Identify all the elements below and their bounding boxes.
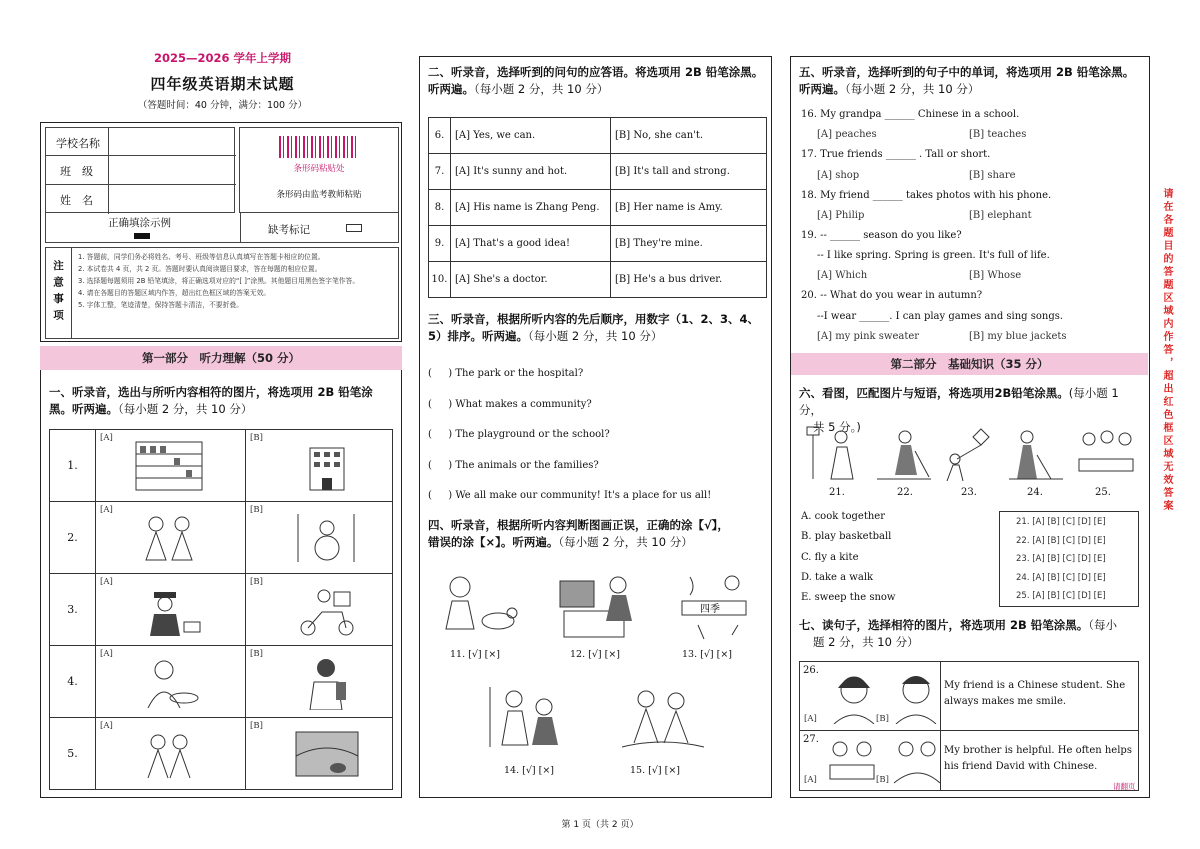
term-label: 2025—2026 学年上学期 xyxy=(153,51,292,65)
correct-fill-label: 正确填涂示例 xyxy=(108,217,171,229)
exam-info: （答题时间：40 分钟，满分：100 分） xyxy=(137,100,308,111)
option-a[interactable]: [A] She's a doctor. xyxy=(451,262,611,298)
option-b-label: [B] xyxy=(876,775,889,785)
order-item[interactable]: ( ) What makes a community? xyxy=(428,398,592,410)
note-item: 3. 选择题每题须用 2B 铅笔填涂，将正确选项对应的“[ ]”涂黑。其他题目用黑色签字笔作答。 xyxy=(78,277,360,285)
s2-points: （每小题 2 分，共 10 分） xyxy=(474,82,609,96)
s5-question: 17. True friends ______ . Tall or short. xyxy=(801,149,991,161)
nurse-boy-picture xyxy=(482,683,572,753)
note-item: 1. 答题前，同学们务必将姓名、考号、班级等信息认真填写在答题卡相应的位置。 xyxy=(78,253,325,261)
s1-table xyxy=(49,429,393,790)
s2-num: 9. xyxy=(429,226,451,262)
page-footer: 第 1 页（共 2 页） xyxy=(561,820,639,830)
s3-title: 三、听录音，根据所听内容的先后顺序，用数字（1、2、3、4、 xyxy=(428,312,760,326)
phrase-item: C. fly a kite xyxy=(801,551,859,563)
s5-title: 五、听录音，选择听到的句子中的单词，将选项用 2B 铅笔涂黑。 xyxy=(799,65,1135,79)
s5-line2: 听两遍。 xyxy=(799,82,845,96)
barcode-icon xyxy=(279,136,359,158)
option-b-label: [B] xyxy=(250,505,263,515)
option-b-label: [B] xyxy=(250,433,263,443)
s2-num: 8. xyxy=(429,190,451,226)
school-label: 学校名称 xyxy=(56,137,100,150)
s2-num: 7. xyxy=(429,154,451,190)
notes-label: 注意事项 xyxy=(46,248,72,338)
option-a-label: [A] xyxy=(100,433,113,443)
s6-points: (每小题 1 分， xyxy=(799,386,1119,417)
barcode-area xyxy=(239,127,399,213)
part1-header: 第一部分 听力理解（50 分） xyxy=(40,346,402,370)
side-note: 请在各题目的答题区域内作答，超出红色框区域无效答案 xyxy=(1161,188,1172,513)
option-b[interactable]: [B] share xyxy=(969,169,1016,181)
answer-row[interactable]: 25. [A] [B] [C] [D] [E] xyxy=(1016,591,1106,601)
s4-points: （每小题 2 分，共 10 分） xyxy=(558,535,693,549)
judge-item[interactable]: 14. [√] [×] xyxy=(504,765,554,776)
phrase-item: E. sweep the snow xyxy=(801,592,896,604)
turn-over-label: 请翻页 xyxy=(1113,782,1136,791)
info-box xyxy=(40,122,402,342)
phrase-item: D. take a walk xyxy=(801,571,874,583)
kids-garden-picture xyxy=(618,683,708,753)
s2-title: 二、听录音，选择听到的问句的应答语。将选项用 2B 铅笔涂黑。 xyxy=(428,65,764,79)
option-a-label: [A] xyxy=(804,775,817,785)
s5-points: （每小题 2 分，共 10 分） xyxy=(845,82,980,96)
option-b[interactable]: [B] Her name is Amy. xyxy=(611,190,767,226)
option-b[interactable]: [B] teaches xyxy=(969,129,1027,141)
option-a-label: [A] xyxy=(100,577,113,587)
option-a[interactable]: [A] peaches xyxy=(817,129,877,141)
option-a[interactable]: [A] Yes, we can. xyxy=(451,118,611,154)
cook-together-picture xyxy=(1075,425,1137,481)
option-a-label: [A] xyxy=(804,714,817,724)
right-column xyxy=(790,56,1150,798)
kite-picture xyxy=(941,425,999,481)
boy-portrait-picture[interactable] xyxy=(886,666,946,724)
note-item: 2. 本试卷共 4 页，共 2 页。答题时要认真阅读题目要求，答在每题的相应位置。 xyxy=(78,265,322,273)
option-a[interactable]: [A] shop xyxy=(817,169,860,181)
judge-item[interactable]: 11. [√] [×] xyxy=(450,649,500,660)
s1-points: （每小题 2 分，共 10 分） xyxy=(118,402,253,416)
basketball-picture xyxy=(803,425,861,481)
pic-num: 24. xyxy=(1027,487,1043,498)
option-a[interactable]: [A] Philip xyxy=(817,209,865,221)
option-b[interactable]: [B] elephant xyxy=(969,209,1032,221)
woman-cooking-picture[interactable] xyxy=(134,654,204,710)
s2-line2: 听两遍。 xyxy=(428,82,474,96)
option-b-label: [B] xyxy=(876,714,889,724)
option-b[interactable]: [B] No, she can't. xyxy=(611,118,767,154)
option-a[interactable]: [A] my pink sweater xyxy=(817,331,920,343)
s2-table xyxy=(428,117,767,298)
snowman-picture[interactable] xyxy=(292,510,362,566)
snow-sweep-picture xyxy=(875,425,933,481)
man-backpack-picture[interactable] xyxy=(292,654,362,710)
s1-num: 5. xyxy=(50,718,96,790)
option-a[interactable]: [A] His name is Zhang Peng. xyxy=(451,190,611,226)
option-a-label: [A] xyxy=(100,505,113,515)
s5-question: 16. My grandpa ______ Chinese in a school. xyxy=(801,109,1020,120)
seasons-picture xyxy=(678,571,750,643)
answer-row[interactable]: 21. [A] [B] [C] [D] [E] xyxy=(1016,517,1106,527)
answer-row[interactable]: 22. [A] [B] [C] [D] [E] xyxy=(1016,535,1106,546)
pic-num: 21. xyxy=(829,487,845,498)
computer-man-picture xyxy=(556,571,646,643)
option-a[interactable]: [A] Which xyxy=(817,270,868,282)
kids-winter-picture[interactable] xyxy=(134,510,204,566)
order-item[interactable]: ( ) The park or the hospital? xyxy=(428,368,584,379)
s7-num: 26. xyxy=(803,665,819,676)
kids-walking-picture[interactable] xyxy=(134,726,204,782)
note-item: 5. 字体工整，笔迹清楚，保持答题卡清洁，不要折叠。 xyxy=(78,301,243,309)
order-item[interactable]: ( ) We all make our community! It's a place for us all! xyxy=(428,490,712,501)
s1-num: 1. xyxy=(50,430,96,502)
correct-fill-sample xyxy=(134,233,150,239)
option-a[interactable]: [A] It's sunny and hot. xyxy=(451,154,611,190)
s3-points: （每小题 2 分，共 10 分） xyxy=(528,329,663,343)
grade-label: 班 级 xyxy=(60,165,93,178)
s2-num: 6. xyxy=(429,118,451,154)
s5-question-line2: -- I like spring. Spring is green. It's full of life. xyxy=(817,250,1050,262)
s7-sentence: My brother is helpful. He often helps his friend David with Chinese. xyxy=(944,745,1132,772)
section-1 xyxy=(40,370,402,798)
option-a-label: [A] xyxy=(100,649,113,659)
s7-line2: 题 2 分，共 10 分） xyxy=(813,635,919,649)
s1-title: 一、听录音，选出与所听内容相符的图片，将选项用 2B 铅笔涂黑。听两遍。 xyxy=(49,385,373,416)
s7-title: 七、读句子，选择相符的图片，将选项用 2B 铅笔涂黑。 xyxy=(799,618,1089,632)
s1-num: 3. xyxy=(50,574,96,646)
option-b-label: [B] xyxy=(250,721,263,731)
absent-label: 缺考标记 xyxy=(268,224,310,236)
note-item: 4. 请在各题目的答题区域内作答，超出红色框区域的答案无效。 xyxy=(78,289,271,297)
s5-question-line2: --I wear ______. I can play games and sing songs. xyxy=(817,310,1064,322)
phrase-item: A. cook together xyxy=(801,511,885,522)
kids-sitting-picture[interactable] xyxy=(886,735,946,785)
pic-num: 22. xyxy=(897,487,913,498)
police-officer-picture[interactable] xyxy=(134,582,204,638)
s5-question: 20. -- What do you wear in autumn? xyxy=(801,290,983,302)
girl-cat-picture xyxy=(434,571,524,641)
girl-portrait-picture[interactable] xyxy=(824,666,884,724)
name-label: 姓 名 xyxy=(60,194,93,207)
s7-row xyxy=(799,661,1139,731)
exam-title: 四年级英语期末试题 xyxy=(150,75,295,93)
s7-row xyxy=(799,731,1139,791)
s7-num: 27. xyxy=(803,734,819,745)
s6-answer-box xyxy=(999,511,1139,607)
seasons-label: 四季 xyxy=(700,604,720,615)
absent-checkbox[interactable] xyxy=(346,224,362,232)
judge-item[interactable]: 13. [√] [×] xyxy=(682,649,732,660)
middle-column xyxy=(419,56,772,798)
option-b[interactable]: [B] Whose xyxy=(969,270,1022,282)
s7-sentence: My friend is a Chinese student. She always makes me smile. xyxy=(944,680,1126,707)
order-item[interactable]: ( ) The animals or the families? xyxy=(428,459,599,471)
phrase-item: B. play basketball xyxy=(801,531,892,543)
s7-points: （每小 xyxy=(1088,618,1118,632)
judge-item[interactable]: 15. [√] [×] xyxy=(630,765,680,776)
part2-header: 第二部分 基础知识（35 分） xyxy=(791,353,1148,375)
answer-row[interactable]: 23. [A] [B] [C] [D] [E] xyxy=(1016,554,1106,564)
s1-num: 2. xyxy=(50,502,96,574)
pic-num: 25. xyxy=(1095,487,1111,498)
option-b[interactable]: [B] He's a bus driver. xyxy=(611,262,767,298)
s4-line2: 错误的涂【×】。听两遍。 xyxy=(428,535,559,549)
boys-reading-picture[interactable] xyxy=(822,735,882,785)
answer-row[interactable]: 24. [A] [B] [C] [D] [E] xyxy=(1016,572,1106,583)
s1-num: 4. xyxy=(50,646,96,718)
building-picture[interactable] xyxy=(292,438,362,494)
option-b[interactable]: [B] my blue jackets xyxy=(969,331,1067,343)
pic-num: 23. xyxy=(961,487,977,498)
option-a[interactable]: [A] That's a good idea! xyxy=(451,226,611,262)
option-b-label: [B] xyxy=(250,577,263,587)
judge-item[interactable]: 12. [√] [×] xyxy=(570,649,620,660)
s6-line2: 共 5 分。) xyxy=(813,420,861,434)
option-b[interactable]: [B] They're mine. xyxy=(611,226,767,262)
delivery-scooter-picture[interactable] xyxy=(292,582,362,638)
order-item[interactable]: ( ) The playground or the school? xyxy=(428,429,610,440)
supermarket-picture[interactable] xyxy=(134,438,204,494)
option-b[interactable]: [B] It's tall and strong. xyxy=(611,154,767,190)
s5-question: 19. -- ______ season do you like? xyxy=(801,229,962,241)
garden-cat-picture[interactable] xyxy=(292,726,362,782)
walk-picture xyxy=(1007,425,1065,481)
s2-num: 10. xyxy=(429,262,451,298)
barcode-note: 条形码由监考教师粘贴 xyxy=(276,190,362,200)
s3-line2: 5）排序。听两遍。 xyxy=(428,329,529,343)
barcode-label: 条形码粘贴处 xyxy=(293,164,345,174)
s5-question: 18. My friend ______ takes photos with his phone. xyxy=(801,189,1052,201)
option-a-label: [A] xyxy=(100,721,113,731)
s6-title: 六、看图，匹配图片与短语，将选项用2B铅笔涂黑。 xyxy=(799,386,1069,400)
option-b-label: [B] xyxy=(250,649,263,659)
s4-title: 四、听录音，根据所听内容判断图画正误，正确的涂【√】， xyxy=(428,518,729,532)
